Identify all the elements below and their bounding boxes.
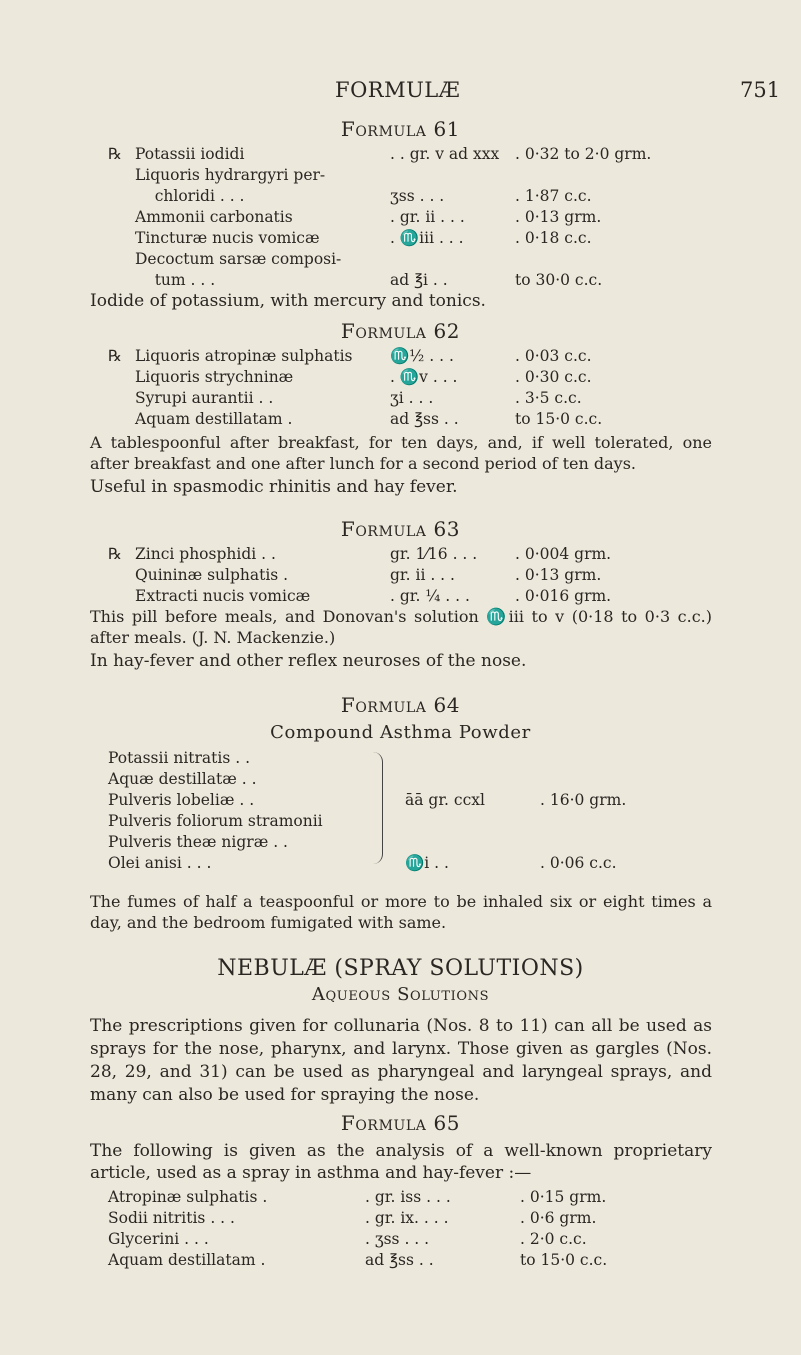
ingredient-name: Aquam destillatam . xyxy=(108,1251,266,1269)
ingredient-dose: ad ℥i . . xyxy=(390,271,448,289)
formula-65 xyxy=(0,1110,801,1138)
ingredient-name: Potassii iodidi xyxy=(135,145,245,163)
ingredient-row xyxy=(0,144,801,165)
ingredient-row xyxy=(0,853,801,874)
ingredient-row xyxy=(0,811,801,832)
metric-dose: . 0·13 grm. xyxy=(515,566,602,584)
ingredient-dose: . gr. ¼ . . . xyxy=(390,587,470,605)
metric-dose: to 15·0 c.c. xyxy=(520,1251,608,1269)
metric-dose: . 16·0 grm. xyxy=(540,791,627,809)
ingredient-name: Glycerini . . . xyxy=(108,1230,209,1248)
recipe-symbol: ℞ xyxy=(108,347,122,365)
metric-dose: . 3·5 c.c. xyxy=(515,389,582,407)
ingredient-row xyxy=(0,1187,801,1208)
ingredient-name: Liquoris atropinæ sulphatis xyxy=(135,347,353,365)
formula-61 xyxy=(0,116,801,312)
ingredient-name: Pulveris lobeliæ . . xyxy=(108,791,255,809)
formula-title: Formula 64 xyxy=(340,693,461,717)
ingredient-name: Sodii nitritis . . . xyxy=(108,1209,235,1227)
metric-dose: . 0·004 grm. xyxy=(515,545,612,563)
ingredient-row xyxy=(0,790,801,811)
ingredient-row xyxy=(0,249,801,270)
formula-title: Formula 62 xyxy=(340,319,461,343)
ingredient-dose: . ʒss . . . xyxy=(365,1230,430,1248)
formula-63-usage: In hay-fever and other reflex neuroses of the nose. xyxy=(90,651,527,671)
ingredient-name: Aquam destillatam . xyxy=(135,410,293,428)
metric-dose: . 1·87 c.c. xyxy=(515,187,592,205)
formula-64-note: The fumes of half a teaspoonful or more to be inhaled six or eight times a day, and the bedroom fumigated with same. xyxy=(90,892,712,932)
page-number: 751 xyxy=(740,78,781,102)
ingredient-dose: . ♏iii . . . xyxy=(390,229,464,247)
ingredient-name: Decoctum sarsæ composi- xyxy=(135,250,342,268)
formula-title: Formula 61 xyxy=(340,117,461,141)
ingredient-name: tum . . . xyxy=(135,271,216,289)
metric-dose: . 2·0 c.c. xyxy=(520,1230,587,1248)
ingredient-row xyxy=(0,544,801,565)
ingredient-name: Liquoris hydrargyri per- xyxy=(135,166,326,184)
ingredient-row xyxy=(0,1250,801,1271)
ingredient-dose: ♏i . . xyxy=(405,854,449,872)
ingredient-row xyxy=(0,769,801,790)
formula-title: Formula 63 xyxy=(340,517,461,541)
ingredient-row xyxy=(0,565,801,586)
ingredient-row xyxy=(0,186,801,207)
ingredient-name: Pulveris foliorum stramonii xyxy=(108,812,323,830)
nebulae-section xyxy=(0,955,801,1007)
ingredient-row xyxy=(0,270,801,291)
ingredient-name: Potassii nitratis . . xyxy=(108,749,251,767)
ingredient-row xyxy=(0,207,801,228)
formula-62-note: A tablespoonful after breakfast, for ten days, and, if well tolerated, one after breakfast and one after lunch for a second period of ten days. xyxy=(90,433,712,473)
formula-62-usage: Useful in spasmodic rhinitis and hay fever. xyxy=(90,477,458,497)
ingredient-dose: gr. 1⁄16 . . . xyxy=(390,545,478,563)
ingredient-dose: gr. ii . . . xyxy=(390,566,455,584)
formula-65-ingredients xyxy=(0,1187,801,1271)
ingredient-name: Olei anisi . . . xyxy=(108,854,212,872)
ingredient-dose: ad ℥ss . . xyxy=(390,410,459,428)
formula-64 xyxy=(0,692,801,874)
metric-dose: . 0·30 c.c. xyxy=(515,368,592,386)
ingredient-group xyxy=(0,748,801,874)
ingredient-dose: . . gr. v ad xxx xyxy=(390,145,500,163)
metric-dose: . 0·06 c.c. xyxy=(540,854,617,872)
section-heading: NEBULÆ (SPRAY SOLUTIONS) xyxy=(217,956,584,981)
ingredient-dose: ʒi . . . xyxy=(390,389,434,407)
formula-65-intro: The following is given as the analysis of a well-known proprietary article, used as a spray in asthma and hay-fever :— xyxy=(90,1141,712,1183)
ingredient-row xyxy=(0,1229,801,1250)
formula-63 xyxy=(0,516,801,607)
ingredient-name: chloridi . . . xyxy=(135,187,245,205)
ingredient-name: Zinci phosphidi . . xyxy=(135,545,276,563)
header-title: FORMULÆ xyxy=(335,78,461,102)
recipe-symbol: ℞ xyxy=(108,145,122,163)
nebulae-paragraph: The prescriptions given for collunaria (Nos. 8 to 11) can all be used as sprays for the nose, pharynx, and larynx. Those given as gargles (Nos. 28, 29, and 31) can be used as pharyngeal and laryngeal sprays, and many can also be used for spraying the nose. xyxy=(90,1016,712,1105)
ingredient-row xyxy=(0,165,801,186)
metric-dose: . 0·016 grm. xyxy=(515,587,612,605)
ingredient-row xyxy=(0,586,801,607)
ingredient-name: Ammonii carbonatis xyxy=(135,208,293,226)
ingredient-name: Quininæ sulphatis . xyxy=(135,566,289,584)
note-text: Iodide of potassium, with mercury and tonics. xyxy=(90,291,486,311)
ingredient-dose: ʒss . . . xyxy=(390,187,445,205)
ingredient-dose: . gr. ii . . . xyxy=(390,208,465,226)
metric-dose: to 15·0 c.c. xyxy=(515,410,603,428)
formula-note xyxy=(0,291,801,312)
ingredient-row xyxy=(0,748,801,769)
ingredient-row xyxy=(0,832,801,853)
ingredient-row xyxy=(0,1208,801,1229)
ingredient-name: Aquæ destillatæ . . xyxy=(108,770,257,788)
ingredient-name: Syrupi aurantii . . xyxy=(135,389,274,407)
ingredient-dose: . gr. iss . . . xyxy=(365,1188,451,1206)
ingredient-row xyxy=(0,346,801,367)
recipe-symbol: ℞ xyxy=(108,545,122,563)
ingredient-dose: . gr. ix. . . . xyxy=(365,1209,449,1227)
metric-dose: . 0·18 c.c. xyxy=(515,229,592,247)
section-subheading: Aqueous Solutions xyxy=(311,984,490,1005)
metric-dose: . 0·32 to 2·0 grm. xyxy=(515,145,652,163)
ingredient-name: Liquoris strychninæ xyxy=(135,368,294,386)
metric-dose: . 0·13 grm. xyxy=(515,208,602,226)
ingredient-name: Atropinæ sulphatis . xyxy=(108,1188,268,1206)
ingredient-row xyxy=(0,409,801,430)
formula-subtitle: Compound Asthma Powder xyxy=(270,722,531,743)
formula-title: Formula 65 xyxy=(340,1111,461,1135)
formula-63-note: This pill before meals, and Donovan's solution ♏iii to v (0·18 to 0·3 c.c.) after meals. (J. N. Mackenzie.) xyxy=(90,607,712,647)
ingredient-dose: . ♏v . . . xyxy=(390,368,458,386)
running-header xyxy=(0,78,801,106)
ingredient-dose: ♏½ . . . xyxy=(390,347,454,365)
ingredient-name: Extracti nucis vomicæ xyxy=(135,587,311,605)
ingredient-row xyxy=(0,367,801,388)
ingredient-dose: ad ℥ss . . xyxy=(365,1251,434,1269)
ingredient-row xyxy=(0,388,801,409)
ingredient-row xyxy=(0,228,801,249)
ingredient-dose: āā gr. ccxl xyxy=(405,791,485,809)
metric-dose: . 0·03 c.c. xyxy=(515,347,592,365)
formula-62 xyxy=(0,318,801,430)
ingredient-name: Tincturæ nucis vomicæ xyxy=(135,229,320,247)
metric-dose: . 0·6 grm. xyxy=(520,1209,597,1227)
ingredient-name: Pulveris theæ nigræ . . xyxy=(108,833,288,851)
metric-dose: . 0·15 grm. xyxy=(520,1188,607,1206)
metric-dose: to 30·0 c.c. xyxy=(515,271,603,289)
